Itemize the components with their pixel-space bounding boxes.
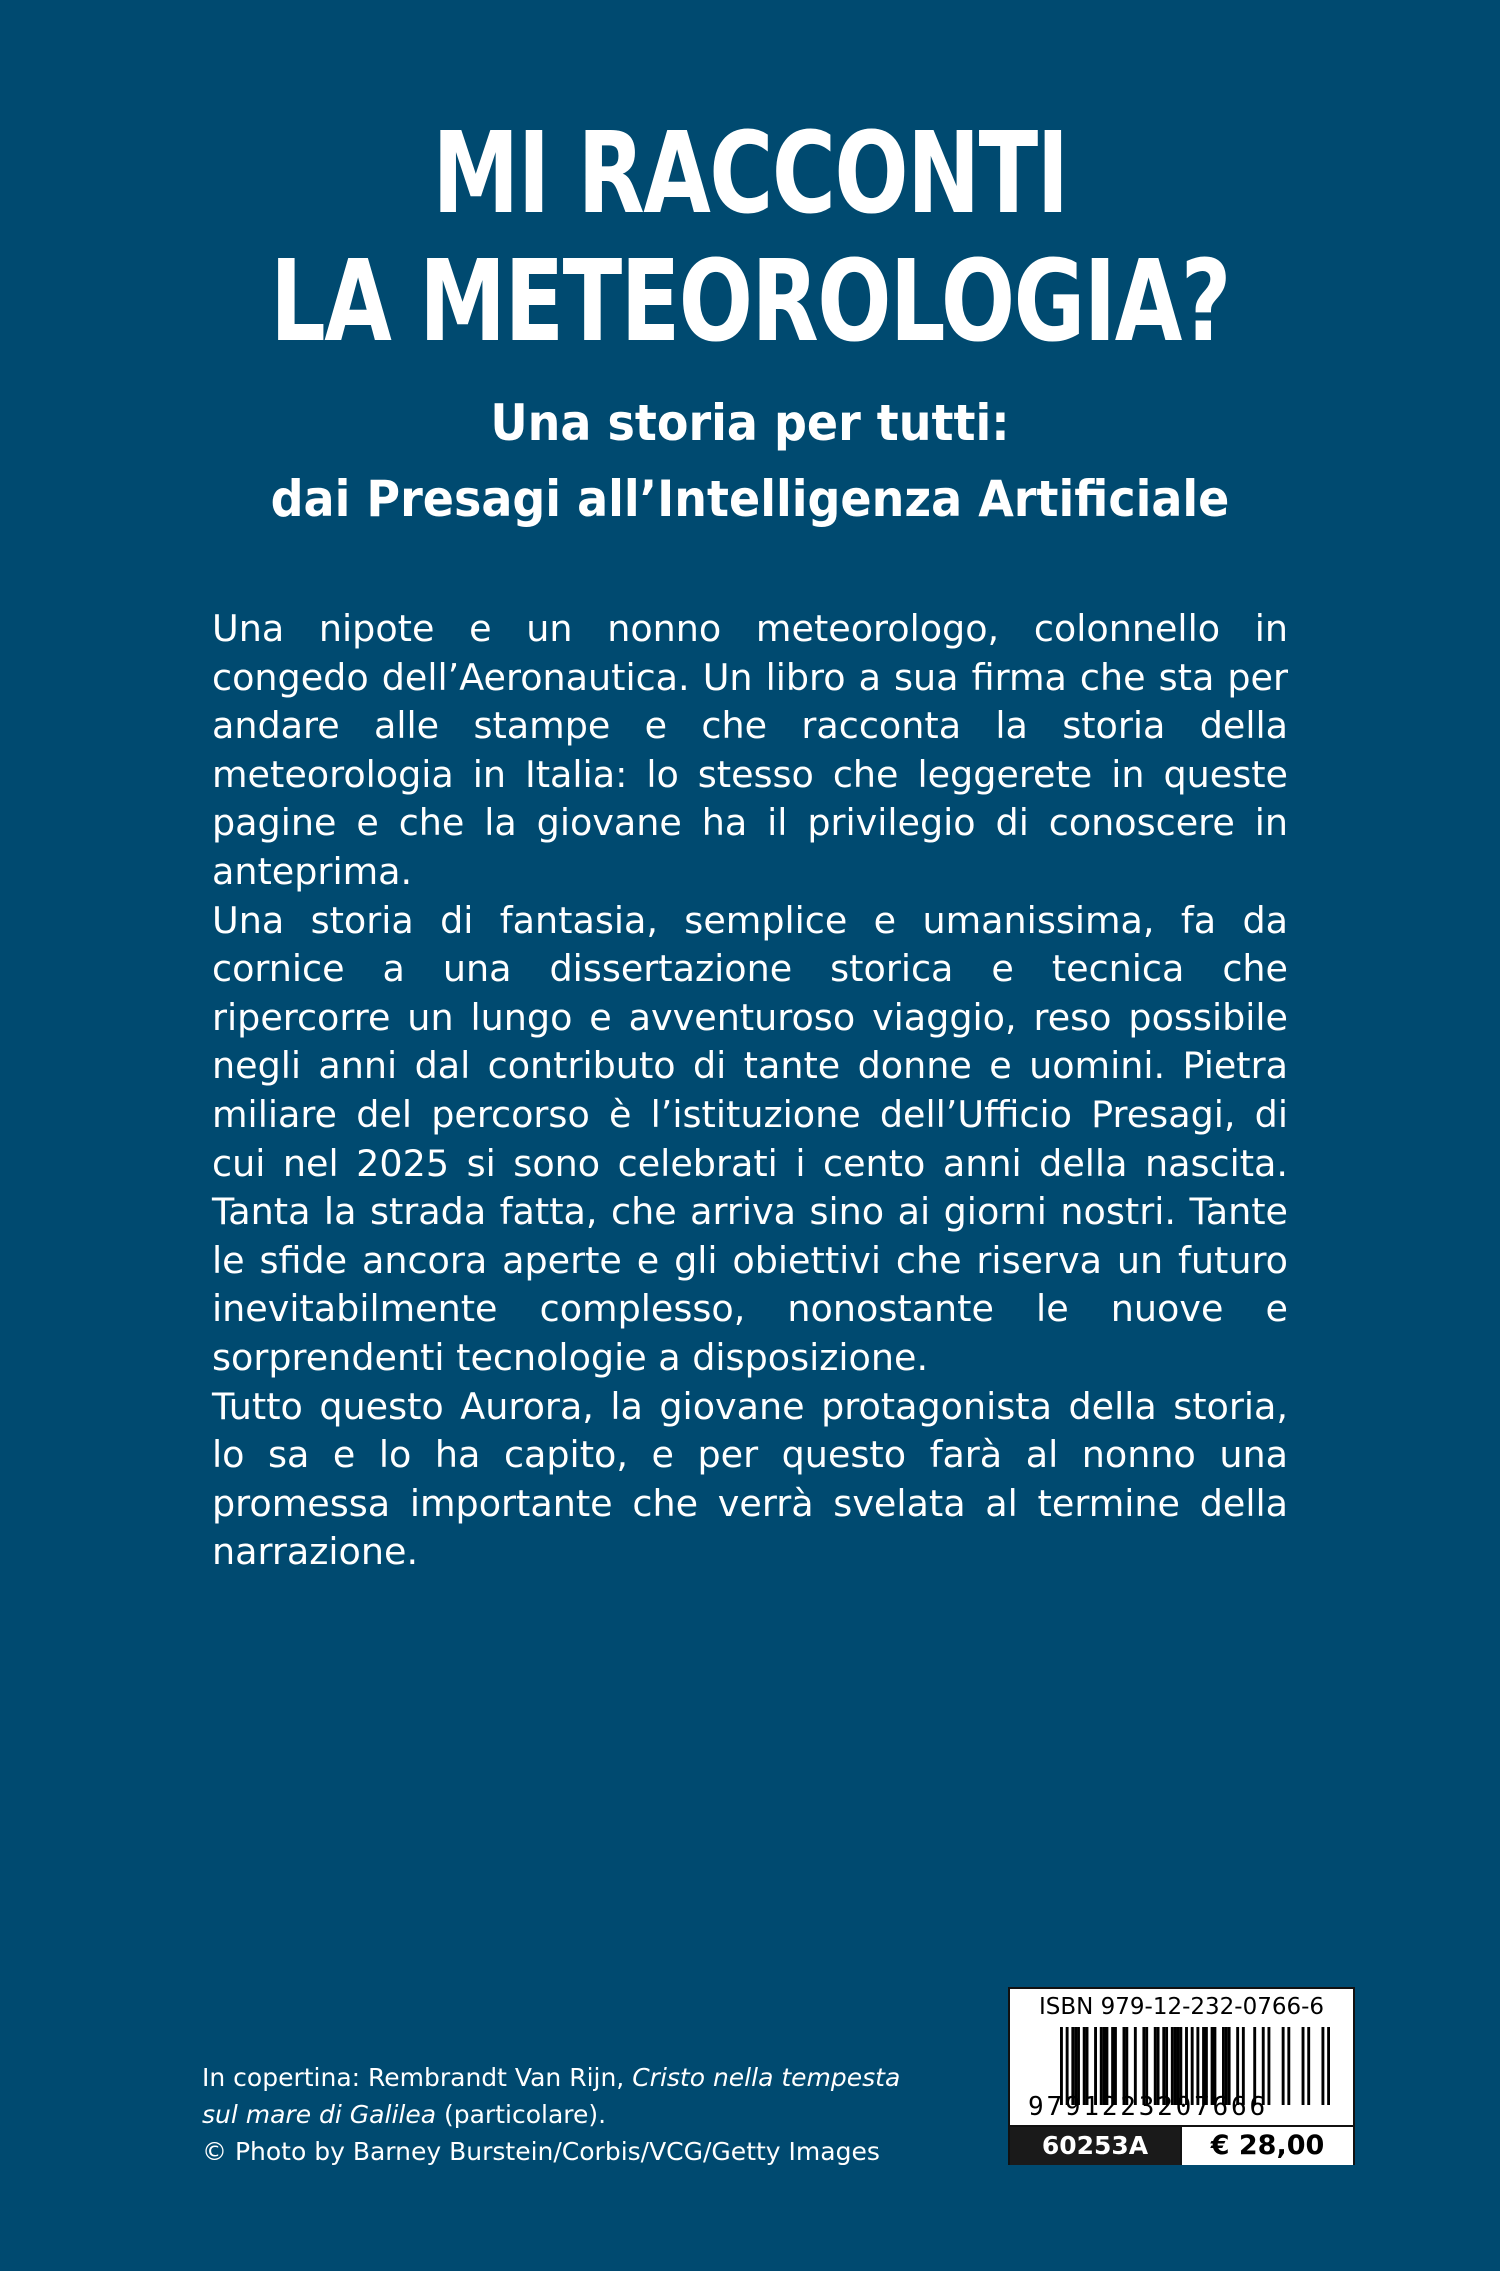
book-title xyxy=(165,110,1335,366)
barcode-panel xyxy=(1008,1987,1355,2165)
artwork-title: Cristo nella tempesta sul mare di Galilea xyxy=(202,2063,901,2129)
blurb-paragraph: Tutto questo Aurora, la giovane protagonista della storia, lo sa e lo ha capito, e per questo farà al nonno una promessa importante che verrà svelata al termine della narrazione. xyxy=(212,1384,1288,1574)
ean-digits: 9791223207666 xyxy=(1028,2092,1268,2122)
artwork-credit xyxy=(202,2059,942,2133)
subtitle-line-2: dai Presagi all’Intelligenza Artificiale xyxy=(270,470,1230,528)
price-label: € 28,00 xyxy=(1180,2127,1353,2165)
product-code: 60253A xyxy=(1010,2127,1180,2165)
photo-credit: © Photo by Barney Burstein/Corbis/VCG/Getty Images xyxy=(202,2137,880,2166)
title-line-2: LA METEOROLOGIA? xyxy=(270,237,1230,367)
credit-suffix: (particolare). xyxy=(436,2100,607,2129)
blurb-paragraph: Una storia di fantasia, semplice e umanissima, fa da cornice a una dissertazione storica e tecnica che ripercorre un lungo e avventuroso viaggio, reso possibile negli anni dal contributo di tante donne e uomini. Pietra miliare del percorso è l’istituzione dell’Ufficio Presagi, di cui nel 2025 si sono celebrati i cento anni della nascita. Tanta la strada fatta, che arriva sino ai giorni nostri. Tante le sfide ancora aperte e gli obiettivi che riserva un futuro inevitabilmente complesso, nonostante le nuove e sorprendenti tecnologie a disposizione. xyxy=(212,898,1288,1379)
credit-prefix: In copertina: Rembrandt Van Rijn, xyxy=(202,2063,633,2092)
blurb-text xyxy=(212,605,1288,1577)
title-line-1: MI RACCONTI xyxy=(432,109,1068,239)
blurb-paragraph: Una nipote e un nonno meteorologo, colonnello in congedo dell’Aeronautica. Un libro a sua firma che sta per andare alle stampe e che racconta la storia della meteorologia in Italia: lo stesso che leggerete in queste pagine e che la giovane ha il privilegio di conoscere in anteprima. xyxy=(212,607,1288,893)
cover-credits xyxy=(202,2059,942,2170)
book-subtitle xyxy=(60,385,1440,537)
isbn-label: ISBN 979-12-232-0766-6 xyxy=(1038,1994,1325,2020)
subtitle-line-1: Una storia per tutti: xyxy=(490,394,1010,452)
